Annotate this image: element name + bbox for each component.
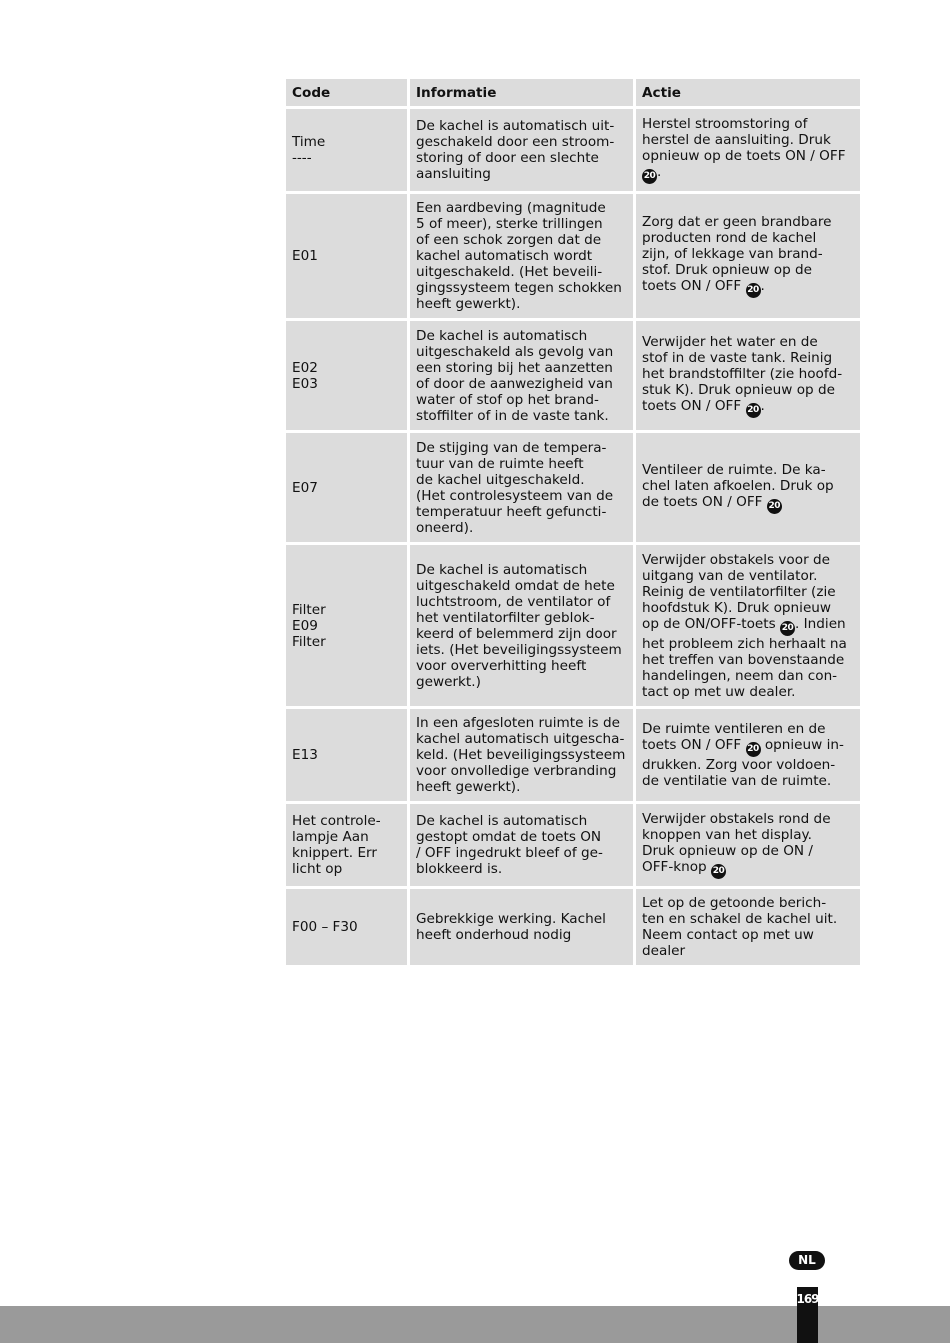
- action-line: [642, 943, 856, 959]
- cell-informatie: [410, 433, 633, 542]
- info-line: gewerkt.): [416, 673, 481, 690]
- action-line: [642, 684, 856, 700]
- code-line: E07: [292, 479, 318, 496]
- info-line: blokkeerd is.: [416, 861, 503, 877]
- action-text: herstel de aansluiting. Druk: [642, 132, 831, 148]
- action-line: [642, 366, 856, 382]
- table-row: [286, 545, 860, 706]
- cell-informatie: [410, 321, 633, 430]
- cell-actie: [636, 889, 860, 965]
- action-text: stuk K). Druk opnieuw op de: [642, 381, 835, 398]
- info-line: Een aardbeving (magnitude: [416, 200, 606, 216]
- error-code-table: [283, 76, 863, 968]
- table-row: [286, 194, 860, 318]
- info-line: kachel automatisch wordt: [416, 248, 593, 264]
- action-text: Zorg dat er geen brandbare: [642, 214, 832, 230]
- action-line: [642, 652, 856, 668]
- info-line: geschakeld door een stroom-: [416, 134, 615, 150]
- action-text-after: .: [760, 278, 765, 294]
- info-line: voor oververhitting heeft: [416, 657, 587, 674]
- language-badge: NL: [789, 1251, 825, 1270]
- code-line: E13: [292, 747, 318, 763]
- cell-code: [286, 804, 407, 886]
- code-line: ----: [292, 150, 312, 166]
- action-text: de ventilatie van de ruimte.: [642, 773, 832, 789]
- info-line: kachel automatisch uitgescha-: [416, 731, 625, 747]
- action-text: Verwijder obstakels voor de: [642, 551, 830, 568]
- action-line: [642, 827, 856, 843]
- action-line: [642, 478, 856, 494]
- info-line: voor onvolledige verbranding: [416, 763, 617, 779]
- cell-actie: [636, 804, 860, 886]
- info-line: iets. (Het beveiligingssysteem: [416, 641, 622, 658]
- action-line: [642, 398, 856, 418]
- action-text: het probleem zich herhaalt na: [642, 635, 847, 652]
- action-line: [642, 230, 856, 246]
- action-line: [642, 350, 856, 366]
- cell-code: [286, 109, 407, 191]
- code-line: Het controle-: [292, 813, 381, 829]
- info-line: uitgeschakeld als gevolg van: [416, 343, 614, 360]
- action-line: [642, 382, 856, 398]
- table-row: [286, 709, 860, 801]
- code-line: lampje Aan: [292, 829, 369, 845]
- action-text: stof. Druk opnieuw op de: [642, 262, 813, 278]
- code-line: knippert. Err: [292, 845, 377, 861]
- circled-number-icon: 20: [746, 283, 761, 298]
- header-informatie: Informatie: [410, 79, 633, 106]
- action-line: [642, 616, 856, 636]
- action-text: dealer: [642, 943, 686, 959]
- action-text: handelingen, neem dan con-: [642, 667, 838, 684]
- action-line: [642, 116, 856, 132]
- info-line: stoffilter of in de vaste tank.: [416, 407, 609, 424]
- table-row: [286, 889, 860, 965]
- cell-informatie: [410, 194, 633, 318]
- cell-informatie: [410, 709, 633, 801]
- code-line: E01: [292, 248, 318, 264]
- info-line: temperatuur heeft gefuncti-: [416, 503, 607, 520]
- info-line: of door de aanwezigheid van: [416, 375, 613, 392]
- cell-actie: [636, 433, 860, 542]
- action-text: opnieuw op de toets ON / OFF: [642, 148, 846, 164]
- action-text: De ruimte ventileren en de: [642, 721, 826, 737]
- action-text: het brandstoffilter (zie hoofd-: [642, 365, 843, 382]
- info-line: uitgeschakeld omdat de hete: [416, 577, 615, 594]
- action-line: [642, 737, 856, 757]
- action-line: [642, 636, 856, 652]
- cell-actie: [636, 321, 860, 430]
- action-line: [642, 773, 856, 789]
- action-text: chel laten afkoelen. Druk op: [642, 477, 834, 494]
- info-line: het ventilatorfilter geblok-: [416, 609, 595, 626]
- action-line: [642, 927, 856, 943]
- cell-actie: [636, 109, 860, 191]
- cell-code: [286, 321, 407, 430]
- code-line: Time: [292, 134, 326, 150]
- info-line: gingssysteem tegen schokken: [416, 280, 622, 296]
- action-text: het treffen van bovenstaande: [642, 651, 845, 668]
- action-line: [642, 757, 856, 773]
- action-text: OFF-knop: [642, 859, 711, 875]
- action-line: [642, 911, 856, 927]
- action-line: [642, 859, 856, 879]
- info-line: heeft onderhoud nodig: [416, 927, 572, 943]
- info-line: De stijging van de tempera-: [416, 439, 607, 456]
- action-line: [642, 895, 856, 911]
- action-text-after: . Indien: [795, 615, 846, 632]
- action-line: [642, 811, 856, 827]
- action-line: [642, 262, 856, 278]
- circled-number-icon: 20: [780, 621, 795, 636]
- cell-code: [286, 889, 407, 965]
- action-line: [642, 132, 856, 148]
- cell-code: [286, 433, 407, 542]
- info-line: De kachel is automatisch: [416, 561, 588, 578]
- code-line: Filter: [292, 633, 326, 650]
- info-line: heeft gewerkt).: [416, 779, 521, 795]
- info-line: tuur van de ruimte heeft: [416, 455, 584, 472]
- action-text: .: [657, 164, 662, 180]
- action-text: Let op de getoonde berich-: [642, 895, 827, 911]
- code-line: licht op: [292, 861, 343, 877]
- info-line: water of stof op het brand-: [416, 391, 599, 408]
- action-text: tact op met uw dealer.: [642, 683, 796, 700]
- info-line: gestopt omdat de toets ON: [416, 829, 602, 845]
- action-line: [642, 584, 856, 600]
- cell-code: [286, 194, 407, 318]
- info-line: heeft gewerkt).: [416, 296, 521, 312]
- info-line: luchtstroom, de ventilator of: [416, 593, 611, 610]
- info-line: keerd of belemmerd zijn door: [416, 625, 617, 642]
- cell-code: [286, 709, 407, 801]
- cell-informatie: [410, 804, 633, 886]
- action-text: Verwijder obstakels rond de: [642, 811, 831, 827]
- code-line: E09: [292, 617, 318, 634]
- cell-informatie: [410, 545, 633, 706]
- page-number: 169: [796, 1292, 819, 1306]
- circled-number-icon: 20: [746, 742, 761, 757]
- action-line: [642, 843, 856, 859]
- info-line: / OFF ingedrukt bleef of ge-: [416, 845, 603, 861]
- info-line: keld. (Het beveiligingssysteem: [416, 747, 626, 763]
- header-actie: Actie: [636, 79, 860, 106]
- circled-number-icon: 20: [642, 169, 657, 184]
- action-line: [642, 214, 856, 230]
- action-line: [642, 552, 856, 568]
- action-line: [642, 148, 856, 164]
- info-line: (Het controlesysteem van de: [416, 487, 614, 504]
- table-header-row: [286, 79, 860, 106]
- action-text: uitgang van de ventilator.: [642, 567, 818, 584]
- action-text: stof in de vaste tank. Reinig: [642, 349, 833, 366]
- info-line: 5 of meer), sterke trillingen: [416, 216, 603, 232]
- info-line: De kachel is automatisch: [416, 813, 588, 829]
- table-row: [286, 109, 860, 191]
- action-text: Reinig de ventilatorfilter (zie: [642, 583, 836, 600]
- action-text: toets ON / OFF: [642, 278, 746, 294]
- table-row: [286, 433, 860, 542]
- info-line: uitgeschakeld. (Het beveili-: [416, 264, 603, 280]
- cell-actie: [636, 709, 860, 801]
- action-text: toets ON / OFF: [642, 397, 746, 414]
- cell-actie: [636, 194, 860, 318]
- action-line: [642, 334, 856, 350]
- action-line: [642, 721, 856, 737]
- action-text: de toets ON / OFF: [642, 493, 767, 510]
- action-line: [642, 600, 856, 616]
- action-line: [642, 668, 856, 684]
- action-text: producten rond de kachel: [642, 230, 817, 246]
- action-text: Herstel stroomstoring of: [642, 116, 808, 132]
- action-text: ten en schakel de kachel uit.: [642, 911, 838, 927]
- action-text: Ventileer de ruimte. De ka-: [642, 461, 826, 478]
- table-body: [286, 109, 860, 965]
- cell-informatie: [410, 109, 633, 191]
- cell-informatie: [410, 889, 633, 965]
- info-line: of een schok zorgen dat de: [416, 232, 602, 248]
- info-line: In een afgesloten ruimte is de: [416, 715, 620, 731]
- info-line: De kachel is automatisch uit-: [416, 118, 615, 134]
- info-line: oneerd).: [416, 519, 474, 536]
- action-line: [642, 568, 856, 584]
- circled-number-icon: 20: [767, 499, 782, 514]
- header-code: Code: [286, 79, 407, 106]
- table-row: [286, 321, 860, 430]
- action-text: knoppen van het display.: [642, 827, 812, 843]
- info-line: een storing bij het aanzetten: [416, 359, 613, 376]
- cell-code: [286, 545, 407, 706]
- action-line: [642, 278, 856, 298]
- info-line: De kachel is automatisch: [416, 327, 588, 344]
- info-line: storing of door een slechte: [416, 150, 599, 166]
- action-line: [642, 494, 856, 514]
- action-line: [642, 164, 856, 184]
- info-line: Gebrekkige werking. Kachel: [416, 911, 606, 927]
- circled-number-icon: 20: [711, 864, 726, 879]
- action-text-after: opnieuw in-: [760, 737, 844, 753]
- action-text: Neem contact op met uw: [642, 927, 814, 943]
- action-text: op de ON/OFF-toets: [642, 615, 781, 632]
- action-text: Druk opnieuw op de ON /: [642, 843, 813, 859]
- action-line: [642, 246, 856, 262]
- info-line: aansluiting: [416, 166, 491, 182]
- table-row: [286, 804, 860, 886]
- action-line: [642, 462, 856, 478]
- action-text: Verwijder het water en de: [642, 333, 818, 350]
- action-text: toets ON / OFF: [642, 737, 746, 753]
- code-line: E03: [292, 375, 318, 392]
- action-text: hoofdstuk K). Druk opnieuw: [642, 599, 832, 616]
- action-text: drukken. Zorg voor voldoen-: [642, 757, 836, 773]
- info-line: de kachel uitgeschakeld.: [416, 471, 585, 488]
- code-line: Filter: [292, 601, 326, 618]
- action-text: zijn, of lekkage van brand-: [642, 246, 823, 262]
- action-text-after: .: [760, 397, 765, 414]
- code-line: E02: [292, 359, 318, 376]
- cell-actie: [636, 545, 860, 706]
- code-line: F00 – F30: [292, 919, 358, 935]
- circled-number-icon: 20: [746, 403, 761, 418]
